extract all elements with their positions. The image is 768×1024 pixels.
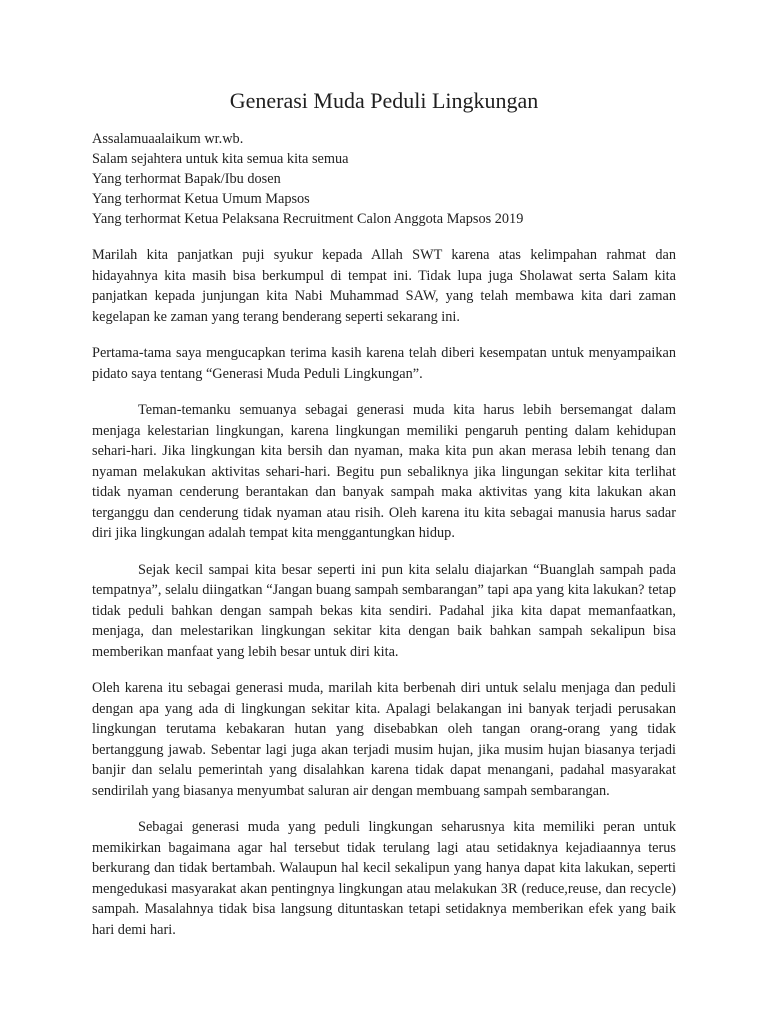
speech-body	[92, 245, 676, 956]
paragraph-opening: Marilah kita panjatkan puji syukur kepada Allah SWT karena atas kelimpahan rahmat dan hidayahnya kita masih bisa berkumpul di tempat ini. Tidak lupa juga Sholawat serta Salam kita panjatkan kepada junjungan kita Nabi Muhammad SAW, yang telah membawa kita dari zaman kegelapan ke zaman yang terang benderang seperti sekarang ini.	[92, 247, 676, 325]
document-title: Generasi Muda Peduli Lingkungan	[229, 88, 539, 113]
paragraph-call-to-action: Oleh karena itu sebagai generasi muda, marilah kita berbenah diri untuk selalu menjaga dan peduli dengan apa yang ada di lingkungan sekitar kita. Apalagi belakangan ini banyak terjadi perusakan lingkungan terutama kebakaran hutan yang disebabkan oleh tangan orang-orang yang tidak bertanggung jawab. Sebentar lagi juga akan terjadi musim hujan, jika musim hujan biasanya terjadi banjir dan selalu pemerintah yang disalahkan karena tidak dapat menangani, padahal masyarakat sendirilah yang biasanya menyumbat saluran air dengan membuang sampah sembarangan.	[92, 680, 676, 799]
paragraph-thanks: Pertama-tama saya mengucapkan terima kasih karena telah diberi kesempatan untuk menyampaikan pidato saya tentang “Generasi Muda Peduli Lingkungan”.	[92, 345, 676, 382]
greeting-line: Yang terhormat Bapak/Ibu dosen	[92, 171, 281, 187]
paragraph-role: Sebagai generasi muda yang peduli lingkungan seharusnya kita memiliki peran untuk memikirkan bagaimana agar hal tersebut tidak terulang lagi atau setidaknya kejadiaannya terus berkurang dan tidak bertambah. Walaupun hal kecil sekalipun yang hanya dapat kita lakukan, seperti mengedukasi masyarakat akan pentingnya lingkungan atau melakukan 3R (reduce,reuse, dan recycle) sampah. Masalahnya tidak bisa langsung dituntaskan tetapi setidaknya memberikan efek yang baik hari demi hari.	[92, 819, 676, 938]
paragraph-environment: Teman-temanku semuanya sebagai generasi muda kita harus lebih bersemangat dalam menjaga kelestarian lingkungan, karena lingkungan memiliki pengaruh penting dalam kehidupan sehari-hari. Jika lingkungan kita bersih dan nyaman, maka kita pun akan merasa lebih tenang dan nyaman melakukan aktivitas sehari-hari. Begitu pun sebaliknya jika lingungan sekitar kita terlihat tidak nyaman cenderung berantakan dan banyak sampah maka aktivitas yang kita lakukan akan terganggu dan cenderung tidak nyaman atau risih. Oleh karena itu kita sebagai manusia harus sadar diri jika lingkungan adalah tempat kita menggantungkan hidup.	[92, 402, 676, 541]
greeting-line: Yang terhormat Ketua Pelaksana Recruitment Calon Anggota Mapsos 2019	[92, 211, 524, 227]
greeting-block	[92, 129, 682, 229]
paragraph-waste: Sejak kecil sampai kita besar seperti ini pun kita selalu diajarkan “Buanglah sampah pada tempatnya”, selalu diingatkan “Jangan buang sampah sembarangan” tapi apa yang kita lakukan? tetap tidak peduli bahkan dengan sampah bekas kita sendiri. Padahal jika kita dapat memanfaatkan, menjaga, dan melestarikan lingkungan sekitar kita dengan baik bahkan sampah sekalipun bisa memberikan manfaat yang lebih besar untuk diri kita.	[92, 561, 676, 660]
greeting-line: Salam sejahtera untuk kita semua kita semua	[92, 151, 349, 167]
greeting-line: Yang terhormat Ketua Umum Mapsos	[92, 191, 310, 207]
greeting-line: Assalamuaalaikum wr.wb.	[92, 131, 244, 147]
